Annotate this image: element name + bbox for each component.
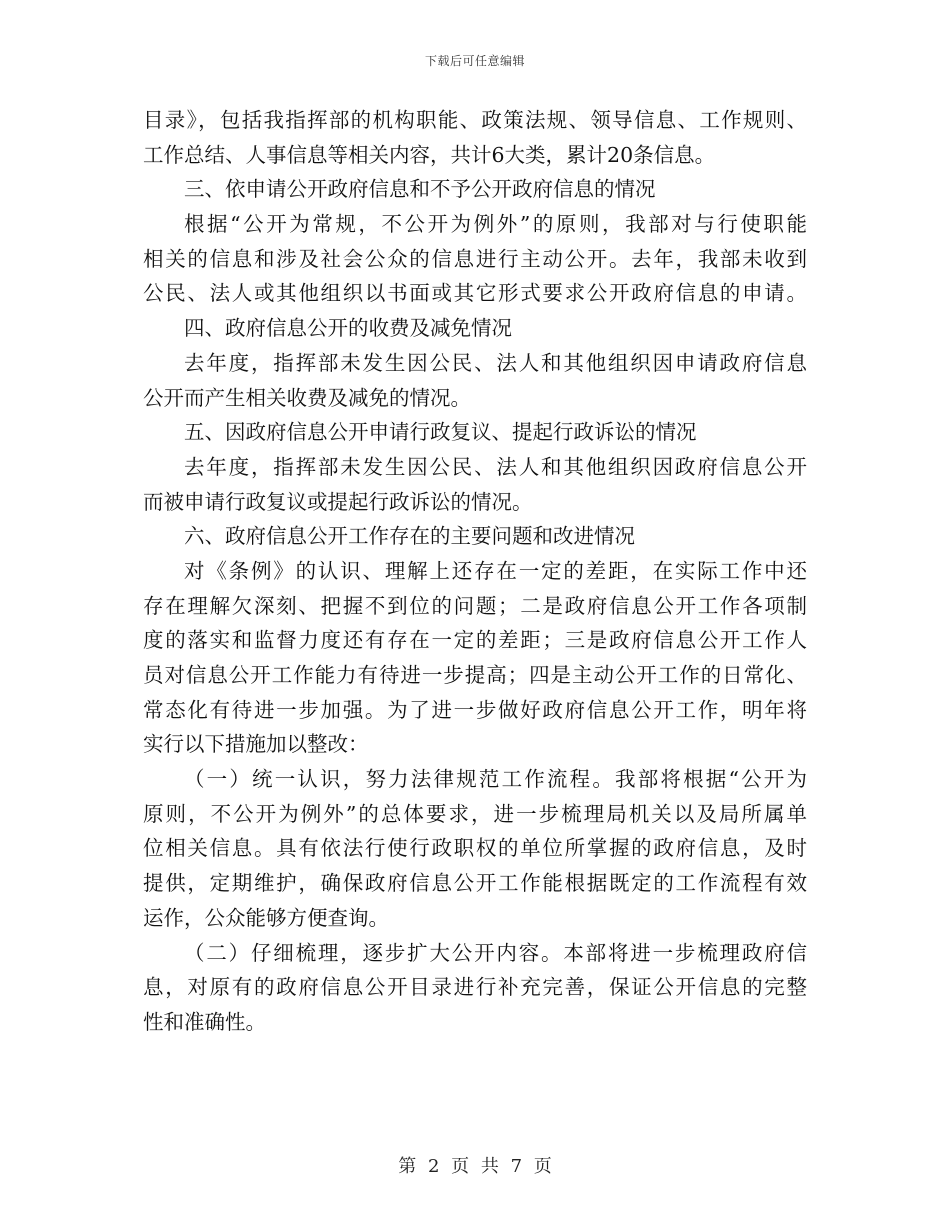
- body-line: 运作，公众能够方便查询。: [143, 905, 389, 930]
- body-line: 公开而产生相关收费及减免的情况。: [143, 385, 471, 410]
- body-line: 而被申请行政复议或提起行政诉讼的情况。: [143, 489, 533, 514]
- body-line: 性和准确性。: [143, 1009, 266, 1034]
- page-number: 第 2 页 共 7 页: [398, 1156, 552, 1177]
- body-line: 五、因政府信息公开申请行政复议、提起行政诉讼的情况: [184, 420, 697, 445]
- body-line: 原则，不公开为例外”的总体要求，进一步梳理局机关以及局所属单: [143, 801, 807, 826]
- body-line: （二）仔细梳理，逐步扩大公开内容。本部将进一步梳理政府信: [184, 940, 807, 965]
- body-line: 位相关信息。具有依法行使行政职权的单位所掌握的政府信息，及时: [143, 836, 807, 861]
- body-line: 相关的信息和涉及社会公众的信息进行主动公开。去年，我部未收到: [143, 246, 807, 271]
- document-body: [143, 103, 807, 1040]
- body-line: 三、依申请公开政府信息和不予公开政府信息的情况: [184, 177, 656, 202]
- page-header: 下载后可任意编辑: [424, 54, 525, 68]
- body-line: 去年度，指挥部未发生因公民、法人和其他组织因申请政府信息: [184, 350, 807, 375]
- body-line: 息，对原有的政府信息公开目录进行补充完善，保证公开信息的完整: [143, 975, 807, 1000]
- body-line: 工作总结、人事信息等相关内容，共计6大类，累计20条信息。: [143, 142, 716, 167]
- body-line: 常态化有待进一步加强。为了进一步做好政府信息公开工作，明年将: [143, 697, 807, 722]
- body-line: 目录》，包括我指挥部的机构职能、政策法规、领导信息、工作规则、: [143, 108, 807, 132]
- body-line: 存在理解欠深刻、把握不到位的问题；二是政府信息公开工作各项制: [143, 593, 807, 618]
- body-line: 四、政府信息公开的收费及减免情况: [184, 316, 512, 341]
- body-line: 六、政府信息公开工作存在的主要问题和改进情况: [184, 524, 635, 549]
- body-line: 提供，定期维护，确保政府信息公开工作能根据既定的工作流程有效: [143, 871, 807, 896]
- body-line: 实行以下措施加以整改：: [143, 732, 369, 757]
- body-line: 去年度，指挥部未发生因公民、法人和其他组织因政府信息公开: [184, 454, 807, 479]
- body-line: 公民、法人或其他组织以书面或其它形式要求公开政府信息的申请。: [143, 281, 807, 306]
- body-line: 员对信息公开工作能力有待进一步提高；四是主动公开工作的日常化、: [143, 663, 807, 687]
- body-line: 度的落实和监督力度还有存在一定的差距；三是政府信息公开工作人: [143, 628, 807, 653]
- body-line: 根据“公开为常规，不公开为例外”的原则，我部对与行使职能: [184, 212, 807, 237]
- body-line: 对《条例》的认识、理解上还存在一定的差距，在实际工作中还: [184, 558, 807, 583]
- body-line: （一）统一认识，努力法律规范工作流程。我部将根据“公开为: [184, 767, 807, 792]
